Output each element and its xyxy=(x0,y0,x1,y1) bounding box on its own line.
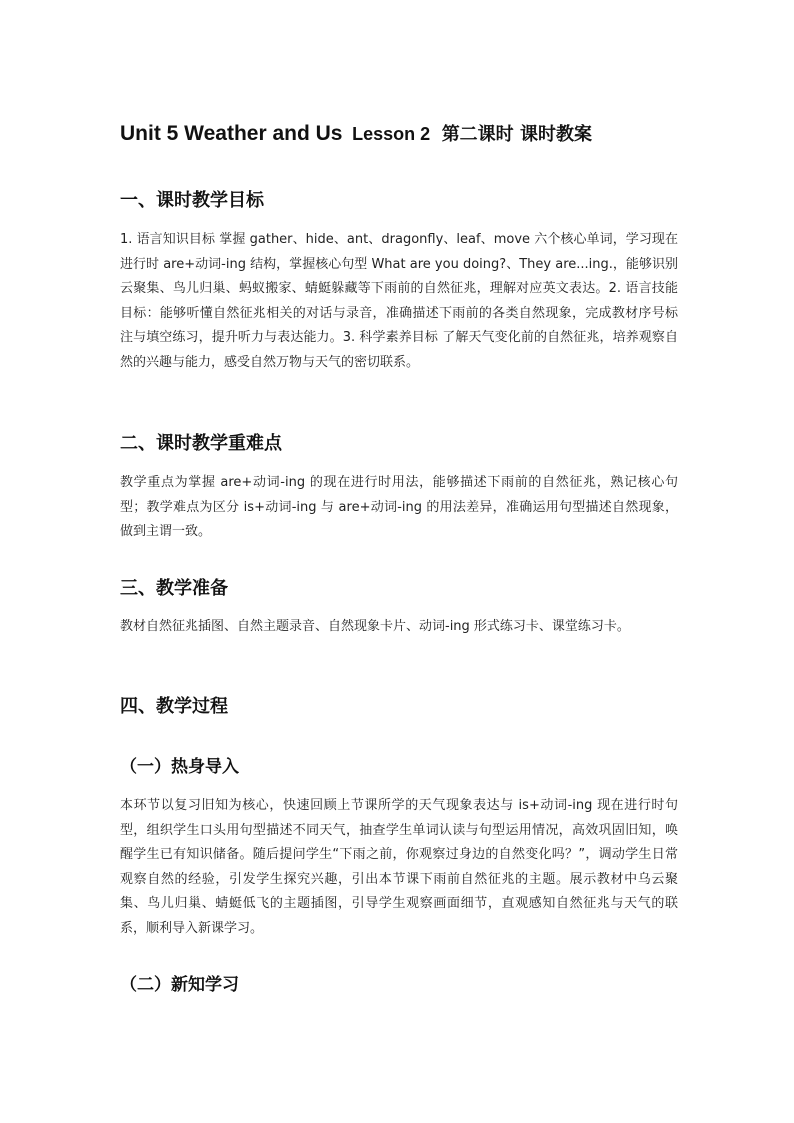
paragraph-warmup: 本环节以复习旧知为核心，快速回顾上节课所学的天气现象表达与 is+动词-ing 现在进行时句型，组织学生口头用句型描述不同天气，抽查学生单词认读与句型运用情况，高效巩固旧知，唤醒学生已有知识储备。随后提问学生“下雨之前，你观察过身边的自然变化吗？”，调动学生日常观察自然的经验，引发学生探究兴趣，引出本节课下雨前自然征兆的主题。展示教材中乌云聚集、鸟儿归巢、蜻蜓低飞的主题插图，引导学生观察画面细节，直观感知自然征兆与天气的联系，顺利导入新课学习。 xyxy=(120,798,678,936)
heading-preparation: 三、教学准备 xyxy=(120,578,228,599)
title-subtitle: 第二课时 课时教案 xyxy=(441,124,592,145)
heading-process: 四、教学过程 xyxy=(120,696,228,717)
heading-key-points: 二、课时教学重难点 xyxy=(120,433,282,454)
paragraph-key-points: 教学重点为掌握 are+动词-ing 的现在进行时用法，能够描述下雨前的自然征兆，熟记核心句型；教学难点为区分 is+动词-ing 与 are+动词-ing 的用法差异，准确运用句型描述自然现象，做到主谓一致。 xyxy=(120,475,678,539)
document-title xyxy=(120,120,680,146)
paragraph-objectives: 1. 语言知识目标 掌握 gather、hide、ant、dragonfly、leaf、move 六个核心单词，学习现在进行时 are+动词-ing 结构，掌握核心句型 What are you doing?、They are...ing.，能够识别云聚集、鸟儿归巢、蚂蚁搬家、蜻蜓躲藏等下雨前的自然征兆，理解对应英文表达。2. 语言技能目标：能够听懂自然征兆相关的对话与录音，准确描述下雨前的各类自然现象，完成教材序号标注与填空练习，提升听力与表达能力。3. 科学素养目标 了解天气变化前的自然征兆，培养观察自然的兴趣与能力，感受自然万物与天气的密切联系。 xyxy=(120,232,678,370)
heading-new-learning: （二）新知学习 xyxy=(120,975,239,995)
title-unit: Unit 5 Weather and Us xyxy=(120,122,343,145)
paragraph-preparation: 教材自然征兆插图、自然主题录音、自然现象卡片、动词-ing 形式练习卡、课堂练习卡。 xyxy=(120,619,630,634)
heading-objectives: 一、课时教学目标 xyxy=(120,190,264,211)
title-lesson: Lesson 2 xyxy=(352,124,431,144)
heading-warmup: （一）热身导入 xyxy=(120,757,239,777)
